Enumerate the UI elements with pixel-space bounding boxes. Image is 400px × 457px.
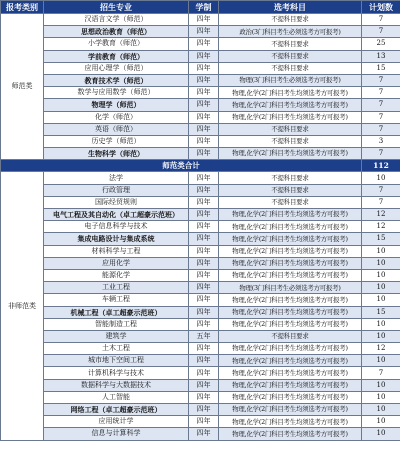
table-row xyxy=(1,416,400,428)
plan-cell: 7 xyxy=(362,123,400,135)
table-row xyxy=(1,330,400,342)
years-cell: 四年 xyxy=(189,391,219,403)
plan-cell: 10 xyxy=(362,172,400,184)
major-cell: 生物科学（师范） xyxy=(44,148,189,160)
table-row xyxy=(1,355,400,367)
subjects-cell: 物理,化学(2门科目考生均须选考方可报考) xyxy=(219,416,362,428)
years-cell: 四年 xyxy=(189,196,219,208)
table-row xyxy=(1,391,400,403)
major-cell: 法学 xyxy=(44,172,189,184)
major-cell: 应用统计学 xyxy=(44,416,189,428)
table-row xyxy=(1,367,400,379)
subjects-cell: 物理,化学(2门科目考生均须选考方可报考) xyxy=(219,87,362,99)
table-row xyxy=(1,269,400,281)
plan-cell: 10 xyxy=(362,282,400,294)
subjects-cell: 不提科目要求 xyxy=(219,330,362,342)
subtotal-row xyxy=(1,160,400,172)
years-cell: 四年 xyxy=(189,282,219,294)
major-cell: 汉语言文学（师范） xyxy=(44,14,189,26)
subjects-cell: 物理,化学(2门科目考生均须选考方可报考) xyxy=(219,99,362,111)
major-cell: 数据科学与大数据技术 xyxy=(44,379,189,391)
major-cell: 应用化学 xyxy=(44,257,189,269)
plan-cell: 7 xyxy=(362,99,400,111)
major-cell: 国际经贸规则 xyxy=(44,196,189,208)
subjects-cell: 物理,化学(2门科目考生均须选考方可报考) xyxy=(219,318,362,330)
table-body xyxy=(1,14,400,441)
years-cell: 四年 xyxy=(189,367,219,379)
subjects-cell: 物理,化学(2门科目考生均须选考方可报考) xyxy=(219,269,362,281)
years-cell: 四年 xyxy=(189,416,219,428)
table-row xyxy=(1,38,400,50)
subjects-cell: 物理,化学(2门科目考生均须选考方可报考) xyxy=(219,391,362,403)
table-row xyxy=(1,50,400,62)
table-row xyxy=(1,26,400,38)
plan-cell: 10 xyxy=(362,416,400,428)
subjects-cell: 不提科目要求 xyxy=(219,50,362,62)
subjects-cell: 物理,化学(2门科目考生均须选考方可报考) xyxy=(219,209,362,221)
years-cell: 四年 xyxy=(189,209,219,221)
plan-cell: 15 xyxy=(362,62,400,74)
major-cell: 网络工程（卓工超豪示范班） xyxy=(44,404,189,416)
category-cell: 师范类 xyxy=(1,14,44,160)
category-cell: 非师范类 xyxy=(1,172,44,440)
plan-cell: 10 xyxy=(362,379,400,391)
major-cell: 物理学（师范） xyxy=(44,99,189,111)
header-years: 学制 xyxy=(189,1,219,14)
table-row xyxy=(1,184,400,196)
years-cell: 四年 xyxy=(189,306,219,318)
major-cell: 土木工程 xyxy=(44,343,189,355)
years-cell: 四年 xyxy=(189,111,219,123)
plan-cell: 7 xyxy=(362,196,400,208)
major-cell: 应用心理学（师范） xyxy=(44,62,189,74)
table-row xyxy=(1,14,400,26)
table-row xyxy=(1,404,400,416)
major-cell: 信息与计算科学 xyxy=(44,428,189,440)
subjects-cell: 不提科目要求 xyxy=(219,196,362,208)
years-cell: 四年 xyxy=(189,14,219,26)
years-cell: 四年 xyxy=(189,379,219,391)
plan-cell: 10 xyxy=(362,318,400,330)
plan-cell: 7 xyxy=(362,111,400,123)
table-row xyxy=(1,111,400,123)
major-cell: 工业工程 xyxy=(44,282,189,294)
major-cell: 小学教育（师范） xyxy=(44,38,189,50)
subjects-cell: 物理,化学(2门科目考生均须选考方可报考) xyxy=(219,404,362,416)
years-cell: 四年 xyxy=(189,245,219,257)
years-cell: 四年 xyxy=(189,233,219,245)
plan-cell: 7 xyxy=(362,148,400,160)
table-row xyxy=(1,148,400,160)
major-cell: 人工智能 xyxy=(44,391,189,403)
table-row xyxy=(1,172,400,184)
subjects-cell: 物理,化学(2门科目考生均须选考方可报考) xyxy=(219,294,362,306)
major-cell: 英语（师范） xyxy=(44,123,189,135)
major-cell: 教育技术学（师范） xyxy=(44,74,189,86)
years-cell: 四年 xyxy=(189,148,219,160)
subjects-cell: 物理,化学(2门科目考生均须选考方可报考) xyxy=(219,428,362,440)
plan-cell: 7 xyxy=(362,26,400,38)
subjects-cell: 不提科目要求 xyxy=(219,135,362,147)
subtotal-label: 师范类合计 xyxy=(1,160,362,172)
plan-cell: 7 xyxy=(362,184,400,196)
table-row xyxy=(1,379,400,391)
major-cell: 化学（师范） xyxy=(44,111,189,123)
table-row xyxy=(1,233,400,245)
major-cell: 机械工程（卓工超豪示范班） xyxy=(44,306,189,318)
years-cell: 四年 xyxy=(189,38,219,50)
subjects-cell: 物理,化学(2门科目考生均须选考方可报考) xyxy=(219,221,362,233)
subtotal-value: 112 xyxy=(362,160,400,172)
years-cell: 四年 xyxy=(189,99,219,111)
header-major: 招生专业 xyxy=(44,1,189,14)
table-row xyxy=(1,306,400,318)
plan-cell: 10 xyxy=(362,355,400,367)
plan-cell: 10 xyxy=(362,294,400,306)
subjects-cell: 物理(3门科目考生必须选考方可报考) xyxy=(219,282,362,294)
plan-cell: 15 xyxy=(362,233,400,245)
table-row xyxy=(1,135,400,147)
table-row xyxy=(1,123,400,135)
years-cell: 四年 xyxy=(189,172,219,184)
plan-cell: 10 xyxy=(362,330,400,342)
major-cell: 集成电路设计与集成系统 xyxy=(44,233,189,245)
table-row xyxy=(1,87,400,99)
major-cell: 计算机科学与技术 xyxy=(44,367,189,379)
plan-cell: 12 xyxy=(362,221,400,233)
table-row xyxy=(1,62,400,74)
subjects-cell: 政治(3门科目考生必须选考方可报考) xyxy=(219,26,362,38)
major-cell: 思想政治教育（师范） xyxy=(44,26,189,38)
subjects-cell: 不提科目要求 xyxy=(219,14,362,26)
years-cell: 四年 xyxy=(189,221,219,233)
subjects-cell: 不提科目要求 xyxy=(219,172,362,184)
subjects-cell: 不提科目要求 xyxy=(219,123,362,135)
table-row xyxy=(1,294,400,306)
table-row xyxy=(1,209,400,221)
major-cell: 行政管理 xyxy=(44,184,189,196)
major-cell: 能源化学 xyxy=(44,269,189,281)
subjects-cell: 物理,化学(2门科目考生均须选考方可报考) xyxy=(219,233,362,245)
plan-cell: 10 xyxy=(362,391,400,403)
subjects-cell: 不提科目要求 xyxy=(219,38,362,50)
major-cell: 车辆工程 xyxy=(44,294,189,306)
years-cell: 四年 xyxy=(189,135,219,147)
plan-cell: 10 xyxy=(362,245,400,257)
years-cell: 四年 xyxy=(189,26,219,38)
years-cell: 四年 xyxy=(189,404,219,416)
years-cell: 四年 xyxy=(189,74,219,86)
subjects-cell: 物理,化学(2门科目考生均须选考方可报考) xyxy=(219,257,362,269)
years-cell: 五年 xyxy=(189,330,219,342)
plan-cell: 12 xyxy=(362,209,400,221)
plan-cell: 7 xyxy=(362,14,400,26)
plan-cell: 12 xyxy=(362,343,400,355)
major-cell: 历史学（师范） xyxy=(44,135,189,147)
plan-cell: 10 xyxy=(362,428,400,440)
plan-cell: 10 xyxy=(362,269,400,281)
plan-cell: 3 xyxy=(362,135,400,147)
years-cell: 四年 xyxy=(189,318,219,330)
subjects-cell: 物理,化学(2门科目考生均须选考方可报考) xyxy=(219,148,362,160)
plan-cell: 10 xyxy=(362,404,400,416)
subjects-cell: 物理,化学(2门科目考生均须选考方可报考) xyxy=(219,245,362,257)
table-row xyxy=(1,245,400,257)
years-cell: 四年 xyxy=(189,50,219,62)
table-row xyxy=(1,99,400,111)
major-cell: 材料科学与工程 xyxy=(44,245,189,257)
years-cell: 四年 xyxy=(189,123,219,135)
major-cell: 建筑学 xyxy=(44,330,189,342)
subjects-cell: 物理,化学(2门科目考生均须选考方可报考) xyxy=(219,367,362,379)
plan-cell: 13 xyxy=(362,50,400,62)
subjects-cell: 物理,化学(2门科目考生均须选考方可报考) xyxy=(219,306,362,318)
years-cell: 四年 xyxy=(189,257,219,269)
table-row xyxy=(1,343,400,355)
subjects-cell: 不提科目要求 xyxy=(219,184,362,196)
table-row xyxy=(1,428,400,440)
header-row xyxy=(1,1,400,14)
years-cell: 四年 xyxy=(189,62,219,74)
years-cell: 四年 xyxy=(189,87,219,99)
plan-cell: 15 xyxy=(362,306,400,318)
subjects-cell: 物理,化学(2门科目考生均须选考方可报考) xyxy=(219,343,362,355)
subjects-cell: 物理,化学(2门科目考生均须选考方可报考) xyxy=(219,379,362,391)
years-cell: 四年 xyxy=(189,355,219,367)
table-row xyxy=(1,257,400,269)
subjects-cell: 不提科目要求 xyxy=(219,62,362,74)
years-cell: 四年 xyxy=(189,294,219,306)
plan-cell: 10 xyxy=(362,257,400,269)
major-cell: 城市地下空间工程 xyxy=(44,355,189,367)
years-cell: 四年 xyxy=(189,269,219,281)
major-cell: 学前教育（师范） xyxy=(44,50,189,62)
plan-cell: 7 xyxy=(362,74,400,86)
table-row xyxy=(1,74,400,86)
header-subjects: 选考科目 xyxy=(219,1,362,14)
table-row xyxy=(1,318,400,330)
header-category: 报考类别 xyxy=(1,1,44,14)
plan-cell: 7 xyxy=(362,87,400,99)
major-cell: 电子信息科学与技术 xyxy=(44,221,189,233)
table-row xyxy=(1,221,400,233)
subjects-cell: 物理(3门科目考生必须选考方可报考) xyxy=(219,74,362,86)
major-cell: 数学与应用数学（师范） xyxy=(44,87,189,99)
header-plan: 计划数 xyxy=(362,1,400,14)
plan-cell: 25 xyxy=(362,38,400,50)
years-cell: 四年 xyxy=(189,184,219,196)
table-row xyxy=(1,196,400,208)
years-cell: 四年 xyxy=(189,428,219,440)
major-cell: 电气工程及其自动化（卓工超豪示范班） xyxy=(44,209,189,221)
major-cell: 智能制造工程 xyxy=(44,318,189,330)
years-cell: 四年 xyxy=(189,343,219,355)
plan-cell: 7 xyxy=(362,367,400,379)
table-row xyxy=(1,282,400,294)
subjects-cell: 物理,化学(2门科目考生均须选考方可报考) xyxy=(219,355,362,367)
subjects-cell: 物理,化学(2门科目考生均须选考方可报考) xyxy=(219,111,362,123)
